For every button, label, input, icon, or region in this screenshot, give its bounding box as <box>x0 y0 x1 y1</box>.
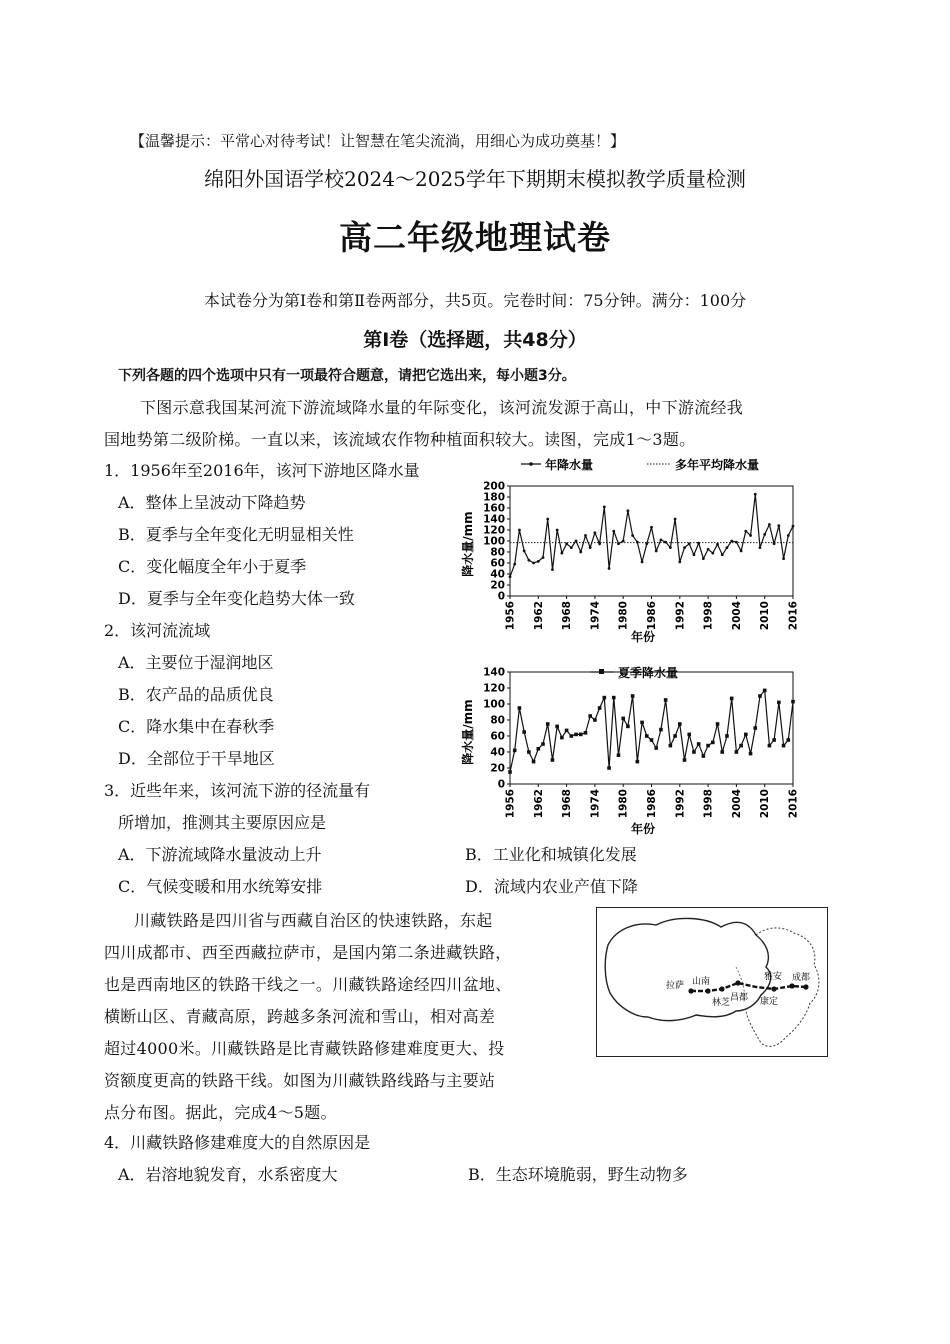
y-tick-label: 140 <box>483 513 505 526</box>
data-point <box>617 753 621 757</box>
data-point <box>669 546 672 549</box>
data-point <box>683 758 687 762</box>
y-tick-label: 100 <box>483 535 505 548</box>
q4-option-b[interactable]: B．生态环境脆弱，野生动物多 <box>468 1165 688 1184</box>
data-point <box>560 736 564 740</box>
x-axis-label: 年份 <box>630 822 656 836</box>
data-point <box>659 728 663 732</box>
y-tick-label: 20 <box>490 762 505 775</box>
data-point <box>725 734 729 738</box>
passage2-line2: 四川成都市、西至西藏拉萨市，是国内第二条进藏铁路， <box>104 943 512 962</box>
station-yaan <box>789 983 794 988</box>
data-point <box>777 701 781 705</box>
data-point <box>579 733 583 737</box>
data-point <box>664 698 668 702</box>
y-tick-label: 20 <box>490 579 505 592</box>
passage2-line3: 也是西南地区的铁路干线之一。川藏铁路途经四川盆地、 <box>104 975 512 994</box>
data-point <box>541 742 545 746</box>
data-point <box>735 541 738 544</box>
x-tick-label: 1986 <box>646 601 658 631</box>
data-point <box>565 542 568 545</box>
data-point <box>608 567 611 570</box>
passage2-line4: 横断山区、青藏高原，跨越多条河流和雪山，相对高差 <box>104 1007 496 1026</box>
x-tick-label: 1974 <box>589 789 602 819</box>
data-point <box>607 766 611 770</box>
label-nyingchi: 林芝 <box>712 998 731 1008</box>
q3-option-c[interactable]: C．气候变暖和用水统筹安排 <box>118 877 323 896</box>
data-point <box>640 721 644 725</box>
y-tick-label: 100 <box>483 698 505 711</box>
data-point <box>537 747 541 751</box>
data-point <box>768 744 772 748</box>
q1-option-c[interactable]: C．变化幅度全年小于夏季 <box>118 557 307 576</box>
data-point <box>612 696 616 700</box>
data-point <box>641 561 644 564</box>
data-point <box>716 722 720 726</box>
data-point <box>687 733 691 737</box>
exam-intro: 本试卷分为第Ⅰ卷和第Ⅱ卷两部分，共5页。完卷时间：75分钟。满分：100分 <box>203 291 747 310</box>
page-title: 高二年级地理试卷 <box>339 218 611 257</box>
x-tick-label: 1980 <box>617 789 630 819</box>
x-tick-label: 1992 <box>674 601 687 631</box>
y-axis-label: 降水量/mm <box>461 699 475 765</box>
data-point <box>645 542 648 545</box>
data-point <box>636 541 639 544</box>
data-point <box>655 550 658 553</box>
question-3-stem-cont: 所增加，推测其主要原因应是 <box>118 813 327 832</box>
data-point <box>688 542 691 545</box>
data-point <box>546 518 549 521</box>
data-point <box>509 575 512 578</box>
data-point <box>598 706 602 710</box>
y-tick-label: 60 <box>490 557 505 570</box>
data-point <box>575 540 578 543</box>
data-point <box>744 733 748 737</box>
label-yaan: 雅安 <box>764 972 783 982</box>
data-point <box>706 744 710 748</box>
y-tick-label: 80 <box>490 546 505 559</box>
x-tick-label: 1980 <box>617 601 630 631</box>
data-point <box>768 523 771 526</box>
data-point <box>678 722 682 726</box>
data-point <box>518 529 521 532</box>
label-shannan: 山南 <box>692 977 711 987</box>
x-tick-label: 1998 <box>702 789 715 819</box>
q2-option-d[interactable]: D．全部位于干旱地区 <box>118 749 275 768</box>
data-point <box>627 509 630 512</box>
x-tick-label: 1992 <box>674 789 687 819</box>
data-point <box>588 714 592 718</box>
data-point <box>726 546 729 549</box>
data-point <box>763 689 767 693</box>
data-point <box>786 738 790 742</box>
x-tick-label: 2010 <box>759 601 772 631</box>
x-tick-label: 1968 <box>561 789 574 819</box>
data-point <box>702 754 706 758</box>
data-point <box>598 542 601 545</box>
railway-map <box>596 907 828 1057</box>
legend-summer-label: 夏季降水量 <box>618 666 679 680</box>
data-point <box>730 697 734 701</box>
annual-precipitation-chart <box>455 452 800 647</box>
legend-annual-label: 年降水量 <box>545 458 594 472</box>
station-kangding <box>771 986 776 991</box>
data-point <box>603 506 606 509</box>
data-point <box>551 568 554 571</box>
x-tick-label: 1974 <box>589 601 602 631</box>
data-point <box>763 533 766 536</box>
data-point <box>584 534 587 537</box>
q2-option-b[interactable]: B．农产品的品质优良 <box>118 685 274 704</box>
x-tick-label: 1998 <box>702 601 715 631</box>
summer-precipitation-chart <box>455 660 800 840</box>
plot-frame <box>510 672 793 784</box>
q3-option-b[interactable]: B．工业化和城镇化发展 <box>465 845 637 864</box>
y-tick-label: 120 <box>483 682 505 695</box>
station-shannan <box>705 988 710 993</box>
data-point <box>565 729 569 733</box>
data-point <box>654 746 658 750</box>
data-point <box>674 518 677 521</box>
y-tick-label: 40 <box>490 568 505 581</box>
data-point <box>791 700 795 704</box>
y-tick-label: 120 <box>483 524 505 537</box>
data-point <box>556 529 559 532</box>
question-4-stem: 4．川藏铁路修建难度大的自然原因是 <box>104 1133 371 1152</box>
data-point <box>697 542 700 545</box>
q4-option-a[interactable]: A．岩溶地貌发育，水系密度大 <box>118 1165 338 1184</box>
data-point <box>782 557 785 560</box>
instruction: 下列各题的四个选项中只有一项最符合题意，请把它选出来，每小题3分。 <box>118 368 576 384</box>
legend-annual-marker <box>529 462 533 466</box>
y-tick-label: 0 <box>497 590 505 603</box>
data-point <box>754 493 757 496</box>
data-point <box>636 760 640 764</box>
data-point <box>758 694 762 698</box>
data-point <box>621 717 625 721</box>
passage1-line2: 国地势第二级阶梯。一直以来，该流域农作物种植面积较大。读图，完成1～3题。 <box>104 430 696 449</box>
data-point <box>631 694 635 698</box>
data-point <box>735 750 739 754</box>
data-point <box>508 770 512 774</box>
plot-frame <box>510 486 793 596</box>
data-point <box>782 744 786 748</box>
data-point <box>650 526 653 529</box>
data-point <box>603 696 607 700</box>
data-point <box>744 530 747 533</box>
passage2-line6: 资额度更高的铁路干线。如图为川藏铁路线路与主要站 <box>104 1071 496 1090</box>
data-point <box>740 550 743 553</box>
data-point <box>721 553 724 556</box>
q1-option-a[interactable]: A．整体上呈波动下降趋势 <box>118 493 306 512</box>
data-point <box>753 726 757 730</box>
data-point <box>711 552 714 555</box>
x-tick-label: 2004 <box>730 789 743 819</box>
data-point <box>669 744 673 748</box>
section-heading: 第Ⅰ卷（选择题，共48分） <box>363 329 587 351</box>
data-point <box>773 542 776 545</box>
y-tick-label: 200 <box>483 480 505 493</box>
question-3-stem: 3．近些年来，该河流下游的径流量有 <box>104 781 371 800</box>
data-point <box>589 546 592 549</box>
q1-option-d[interactable]: D．夏季与全年变化趋势大体一致 <box>118 589 355 608</box>
data-point <box>594 531 597 534</box>
station-lhasa <box>688 988 693 993</box>
x-tick-label: 1986 <box>646 789 658 819</box>
x-tick-label: 1956 <box>504 789 517 819</box>
data-point <box>683 546 686 549</box>
q3-option-d[interactable]: D．流域内农业产值下降 <box>465 877 638 896</box>
data-point <box>570 546 573 549</box>
label-chengdu: 成都 <box>792 973 811 983</box>
x-tick-label: 1968 <box>561 601 574 631</box>
data-point <box>532 562 535 565</box>
data-point <box>650 738 654 742</box>
q2-option-c[interactable]: C．降水集中在春秋季 <box>118 717 275 736</box>
data-point <box>542 556 545 559</box>
data-point <box>518 706 522 710</box>
exam-tip: 【温馨提示：平常心对待考试！让智慧在笔尖流淌，用细心为成功奠基！】 <box>130 132 626 150</box>
x-axis-label: 年份 <box>630 630 656 644</box>
data-point <box>720 750 724 754</box>
data-point <box>777 524 780 527</box>
data-point <box>523 550 526 553</box>
question-1-stem: 1．1956年至2016年，该河下游地区降水量 <box>104 461 420 480</box>
data-point <box>678 561 681 564</box>
data-point <box>551 758 555 762</box>
data-point <box>617 542 620 545</box>
data-point <box>513 563 516 566</box>
data-point <box>584 731 588 735</box>
data-point <box>702 557 705 560</box>
data-point <box>716 543 719 546</box>
data-point <box>692 750 696 754</box>
data-point <box>711 741 715 745</box>
data-point <box>612 530 615 533</box>
data-point <box>664 541 667 544</box>
data-point <box>787 534 790 537</box>
data-point <box>749 752 753 756</box>
data-point <box>555 725 559 729</box>
y-tick-label: 80 <box>490 714 505 727</box>
x-tick-label: 1962 <box>532 789 545 819</box>
x-tick-label: 2004 <box>730 601 743 631</box>
data-point <box>532 760 536 764</box>
data-point <box>570 734 574 738</box>
school-line: 绵阳外国语学校2024～2025学年下期期末模拟教学质量检测 <box>204 167 746 191</box>
data-point <box>749 534 752 537</box>
passage2-line1: 川藏铁路是四川省与西藏自治区的快速铁路，东起 <box>134 911 493 930</box>
data-point <box>707 548 710 551</box>
data-point <box>527 750 531 754</box>
data-point <box>660 539 663 542</box>
data-point <box>673 734 677 738</box>
data-point <box>626 725 630 729</box>
data-point <box>693 553 696 556</box>
y-tick-label: 60 <box>490 730 505 743</box>
y-tick-label: 0 <box>497 778 505 791</box>
data-point <box>574 733 578 737</box>
y-axis-label: 降水量/mm <box>461 511 475 577</box>
passage2-line7: 点分布图。据此，完成4～5题。 <box>104 1103 337 1122</box>
x-tick-label: 1962 <box>532 601 545 631</box>
station-nyingchi <box>719 986 724 991</box>
data-point <box>759 546 762 549</box>
label-lhasa: 拉萨 <box>666 981 685 991</box>
label-kangding: 康定 <box>760 997 779 1007</box>
data-point <box>527 559 530 562</box>
data-point <box>730 540 733 543</box>
data-point <box>631 534 634 537</box>
data-point <box>579 551 582 554</box>
q1-option-b[interactable]: B．夏季与全年变化无明显相关性 <box>118 525 354 544</box>
q3-option-a[interactable]: A．下游流域降水量波动上升 <box>118 845 322 864</box>
legend-mean-label: 多年平均降水量 <box>675 458 760 472</box>
data-point <box>645 734 649 738</box>
x-tick-label: 2016 <box>787 601 800 631</box>
y-tick-label: 180 <box>483 491 505 504</box>
data-point <box>772 738 776 742</box>
data-point <box>513 749 517 753</box>
data-point <box>537 560 540 563</box>
station-qamdo <box>735 980 740 985</box>
data-point <box>522 730 526 734</box>
data-point <box>792 525 795 528</box>
q2-option-a[interactable]: A．主要位于湿润地区 <box>118 653 274 672</box>
y-tick-label: 140 <box>483 666 505 679</box>
y-tick-label: 40 <box>490 746 505 759</box>
data-point <box>560 552 563 555</box>
data-point <box>593 718 597 722</box>
x-tick-label: 2010 <box>759 789 772 819</box>
x-tick-label: 2016 <box>787 789 800 819</box>
x-tick-label: 1956 <box>504 601 517 631</box>
data-point <box>546 722 550 726</box>
station-chengdu <box>803 984 808 989</box>
y-tick-label: 160 <box>483 502 505 515</box>
data-point <box>697 742 701 746</box>
data-point <box>622 540 625 543</box>
passage1-line1: 下图示意我国某河流下游流域降水量的年际变化，该河流发源于高山，中下游流经我 <box>140 398 744 417</box>
passage2-line5: 超过4000米。川藏铁路是比青藏铁路修建难度更大、投 <box>104 1039 505 1058</box>
label-qamdo: 昌都 <box>730 993 749 1003</box>
data-point <box>739 744 743 748</box>
question-2-stem: 2．该河流流域 <box>104 621 211 640</box>
